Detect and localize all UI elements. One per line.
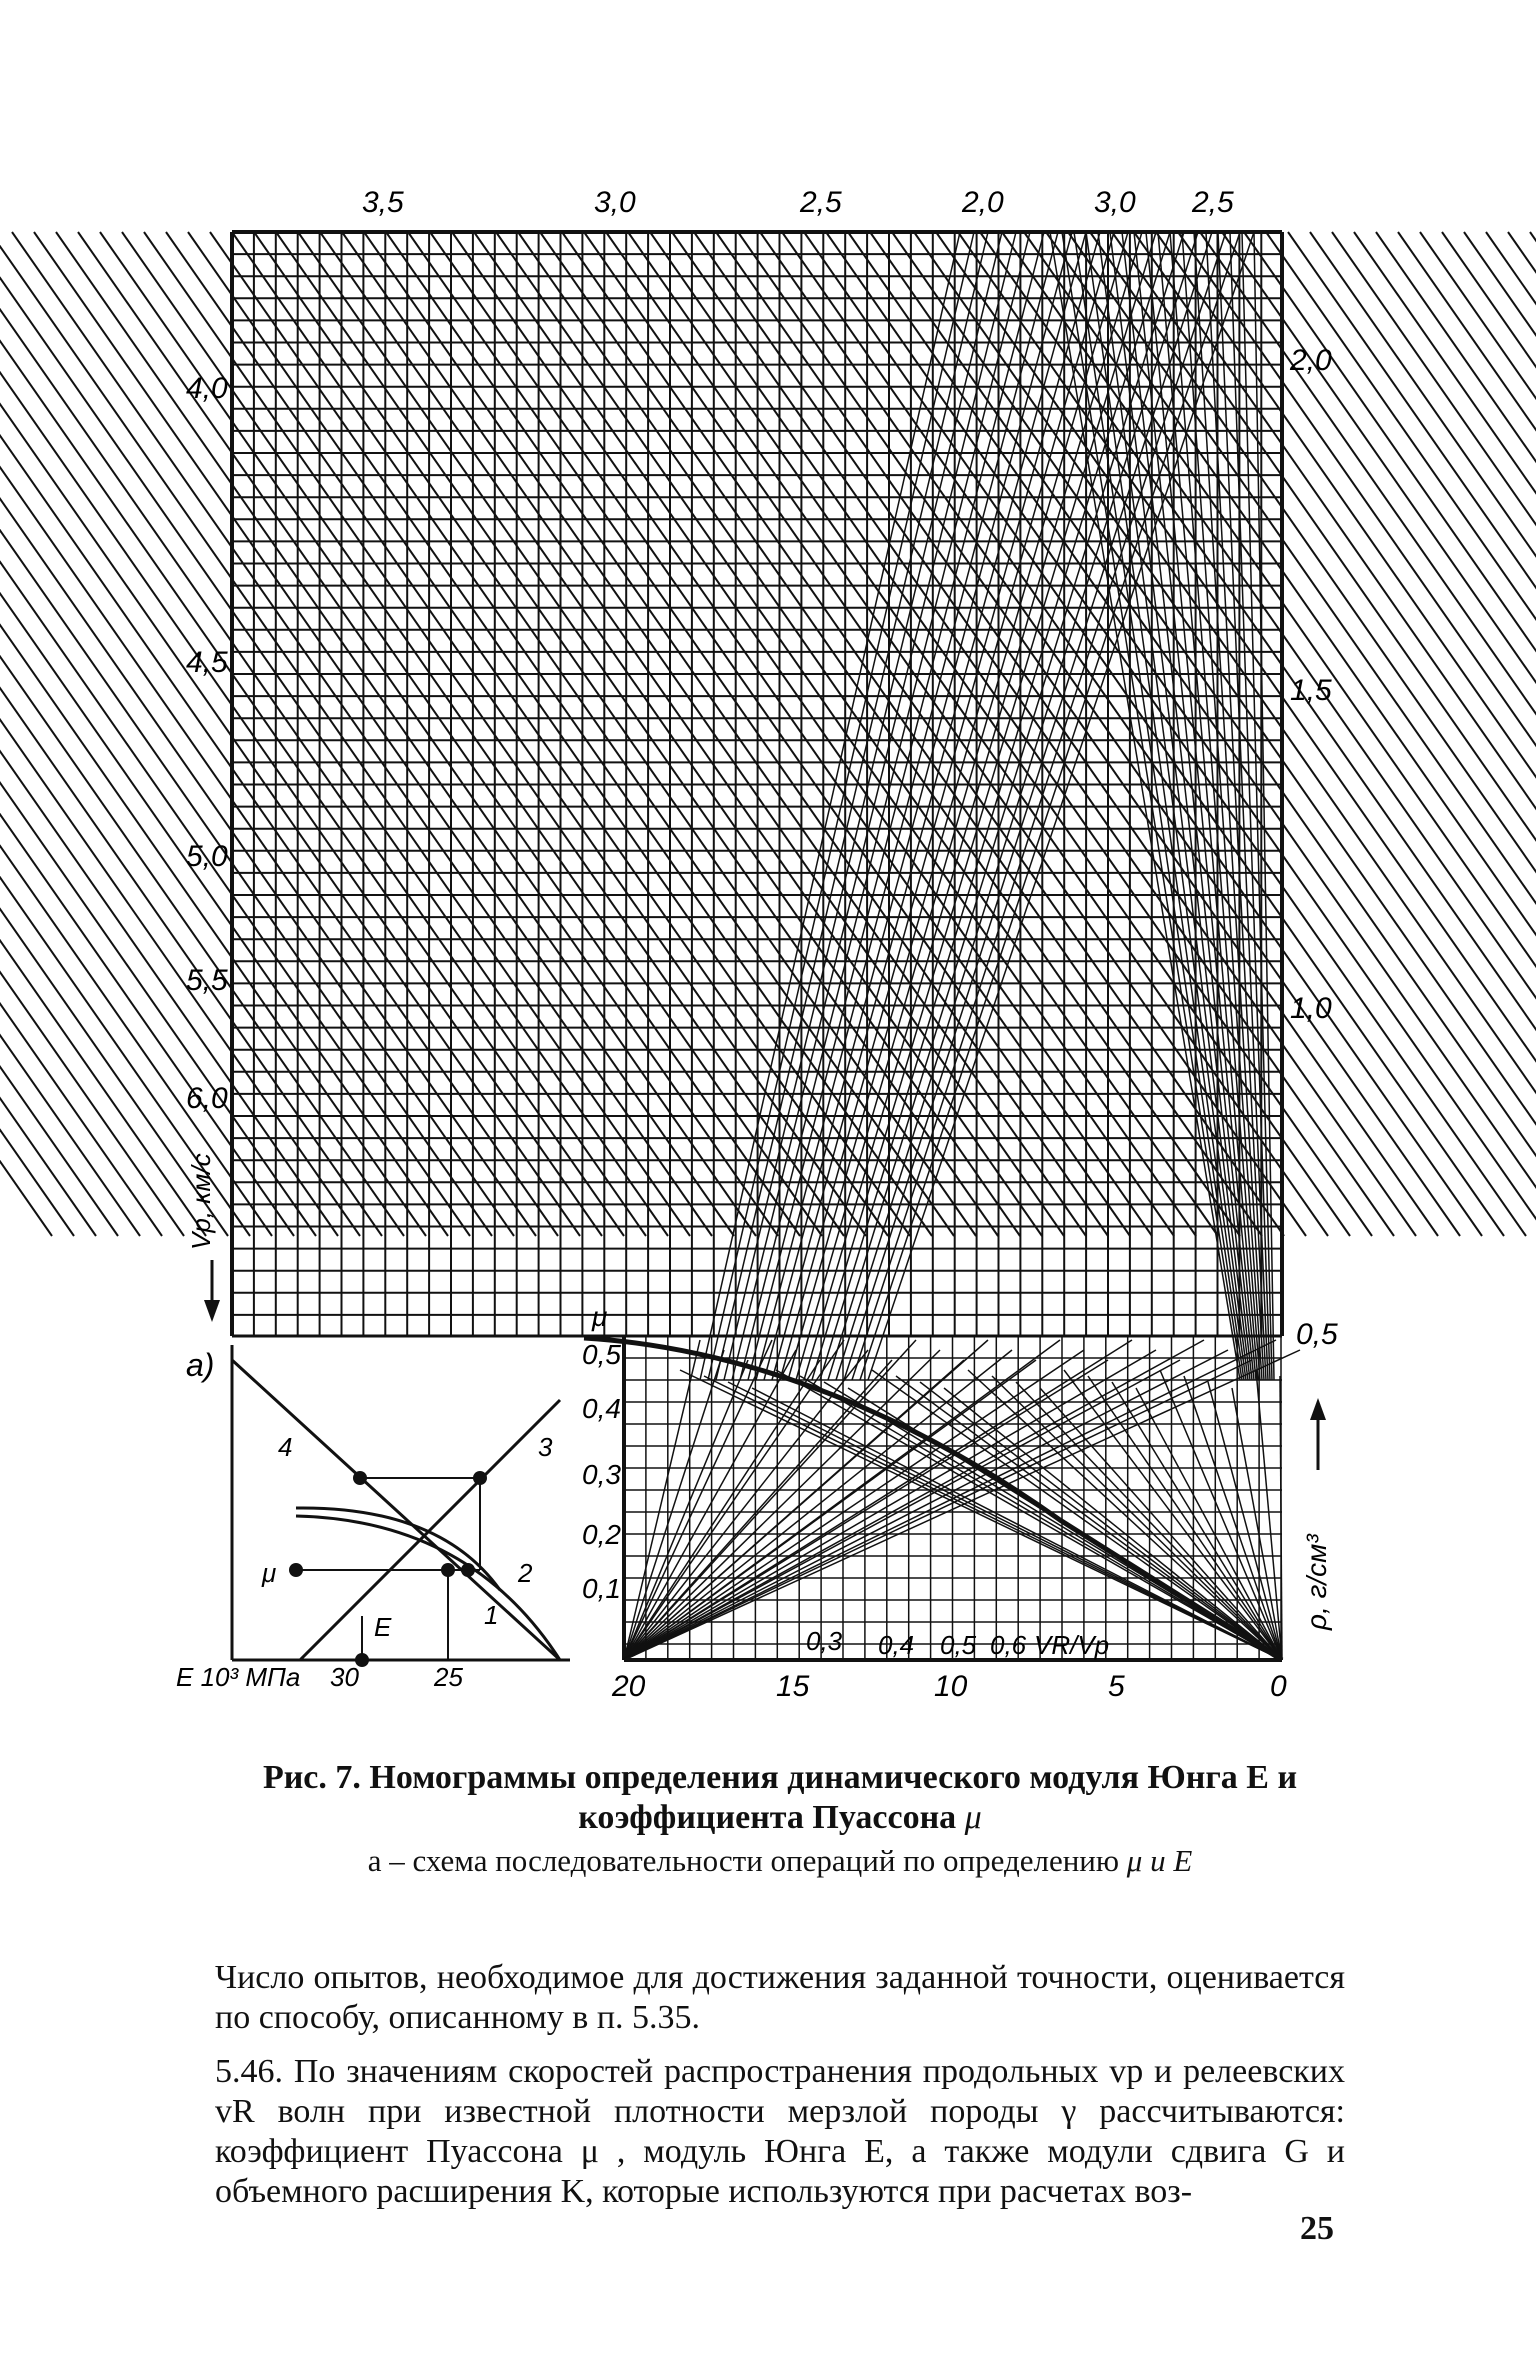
fan-line: [944, 1388, 1282, 1660]
caption-title: Номограммы определения динамического модуля Юнга Е и коэффициента Пуассона: [369, 1759, 1298, 1836]
diagonal-line: [804, 232, 1504, 1236]
figure-subcaption: [170, 1842, 1390, 1880]
bottom-scale-label: 0: [1270, 1670, 1287, 1703]
diagonal-line: [12, 232, 712, 1236]
diagonal-line: [0, 232, 602, 1236]
inset-e-axis-label: 30: [330, 1662, 359, 1692]
page-number: 25: [1300, 2210, 1334, 2247]
fan-line: [1256, 1370, 1282, 1660]
left-axis-label: 6,0: [186, 1082, 228, 1115]
ratio-label: 0,4: [878, 1630, 915, 1660]
caption-subtitle-symbols: μ и E: [1126, 1843, 1193, 1878]
fan-line: [1136, 1388, 1282, 1660]
ratio-label: 0,5: [940, 1630, 977, 1660]
mu-axis-label: 0,5: [582, 1339, 621, 1370]
right-axis-title: ρ, г/см³: [1301, 1534, 1332, 1630]
inset-marker-e: E: [374, 1612, 392, 1642]
diagonal-line: [0, 232, 184, 1236]
mu-axis-label: 0,1: [582, 1573, 621, 1604]
inset-e-axis-title: E 10³ МПа: [176, 1662, 301, 1692]
diagonal-line: [34, 232, 734, 1236]
inset-curve-number: 2: [518, 1558, 533, 1588]
top-scale-label: 3,5: [362, 186, 404, 219]
ratio-label: 0,3: [806, 1626, 843, 1656]
mu-axis-label: 0,4: [582, 1393, 621, 1424]
left-axis-title: Vр, км/с: [186, 1153, 216, 1250]
right-axis-arrowhead: [1310, 1398, 1326, 1420]
left-axis-label: 4,0: [186, 372, 228, 405]
figure-caption: [170, 1758, 1390, 1838]
left-axis-arrowhead: [204, 1300, 220, 1322]
top-scale-label: 3,0: [1094, 186, 1136, 219]
nomogram-grid: [232, 232, 1282, 1660]
mu-axis-label: 0,3: [582, 1459, 621, 1490]
bottom-scale-label: 15: [776, 1670, 810, 1703]
right-axis-label: 1,0: [1290, 992, 1332, 1025]
ratio-label: 0,6: [990, 1630, 1027, 1660]
top-scale-label: 2,5: [1192, 186, 1234, 219]
diagonal-line: [694, 232, 1394, 1236]
diagonal-line: [1288, 232, 1536, 1236]
diagonal-line: [760, 232, 1460, 1236]
inset-point: [441, 1563, 455, 1577]
fan-line: [624, 1350, 1084, 1660]
diagonal-line: [650, 232, 1350, 1236]
bottom-scale-label: 20: [612, 1670, 646, 1703]
diagonal-line: [0, 232, 624, 1236]
body-text: [215, 1958, 1345, 2212]
nomogram-fan-lines: [584, 1338, 1300, 1660]
inset-point: [473, 1471, 487, 1485]
right-axis-label: 2,0: [1290, 344, 1332, 377]
diagonal-line: [0, 232, 536, 1236]
top-scale-label: 3,0: [594, 186, 636, 219]
inset-label: а): [186, 1347, 215, 1383]
left-axis-label: 4,5: [186, 646, 228, 679]
right-axis-label: 0,5: [1296, 1318, 1338, 1351]
diagonal-line: [78, 232, 778, 1236]
ratio-title: VR/Vр: [1034, 1630, 1110, 1660]
caption-title-symbol: μ: [964, 1799, 982, 1836]
right-axis-label: 1,5: [1290, 674, 1332, 707]
fan-line: [624, 1340, 1276, 1660]
bottom-scale-label: 10: [934, 1670, 968, 1703]
paragraph: Число опытов, необходимое для достижения заданной точности, оценивается по способу, описанному в п. 5.35.: [215, 1959, 1345, 2036]
fan-line: [1064, 1370, 1282, 1660]
fan-line: [776, 1370, 1282, 1660]
fan-line: [680, 1370, 1282, 1660]
bottom-scale-label: 5: [1108, 1670, 1125, 1703]
diagonal-line: [1156, 232, 1536, 1236]
diagonal-line: [0, 232, 316, 1236]
caption-subtitle: а – схема последовательности операций по определению: [367, 1843, 1120, 1878]
diagonal-line: [716, 232, 1416, 1236]
inset-marker-mu: μ: [262, 1558, 277, 1588]
inset-line-3: [300, 1400, 560, 1660]
inset-e-axis-label: 25: [434, 1662, 463, 1692]
diagonal-line: [826, 232, 1526, 1236]
caption-prefix: Рис. 7.: [262, 1759, 361, 1796]
paragraph: 5.46. По значениям скоростей распространения продольных vр и релеевских vR волн при известной плотности мерзлой породы γ рассчитываются: коэффициент Пуассона μ , модуль Юнга E, а также модули сдвига G и объемного расширения K, которые используются при расчетах воз-: [215, 2053, 1345, 2210]
diagonal-line: [1442, 232, 1536, 1236]
diagonal-line: [0, 232, 96, 1236]
left-axis-label: 5,0: [186, 840, 228, 873]
fan-line: [624, 1350, 1228, 1660]
fan-line: [624, 1350, 1156, 1660]
left-axis-label: 5,5: [186, 964, 228, 997]
fan-line: [624, 1360, 1252, 1660]
diagonal-line: [0, 232, 162, 1236]
inset-curve-number: 3: [538, 1432, 553, 1462]
inset-curve-number: 1: [484, 1600, 499, 1630]
inset-curve-number: 4: [278, 1432, 293, 1462]
fan-line: [624, 1350, 1012, 1660]
diagonal-line: [56, 232, 756, 1236]
top-scale-label: 2,0: [962, 186, 1004, 219]
fan-line: [800, 1376, 1282, 1660]
inset-point: [461, 1563, 475, 1577]
top-scale-label: 2,5: [800, 186, 842, 219]
diagonal-line: [782, 232, 1482, 1236]
inset-point: [289, 1563, 303, 1577]
inset-scheme: [232, 1345, 570, 1667]
diagonal-line: [1266, 232, 1536, 1236]
mu-axis-title: μ: [592, 1301, 608, 1332]
inset-line-4: [232, 1360, 560, 1660]
inset-point: [353, 1471, 367, 1485]
fan-line: [624, 1350, 940, 1660]
diagonal-line: [0, 232, 690, 1236]
diagonal-line: [562, 232, 1262, 1236]
mu-axis-label: 0,2: [582, 1519, 621, 1550]
diagonal-line: [0, 232, 470, 1236]
